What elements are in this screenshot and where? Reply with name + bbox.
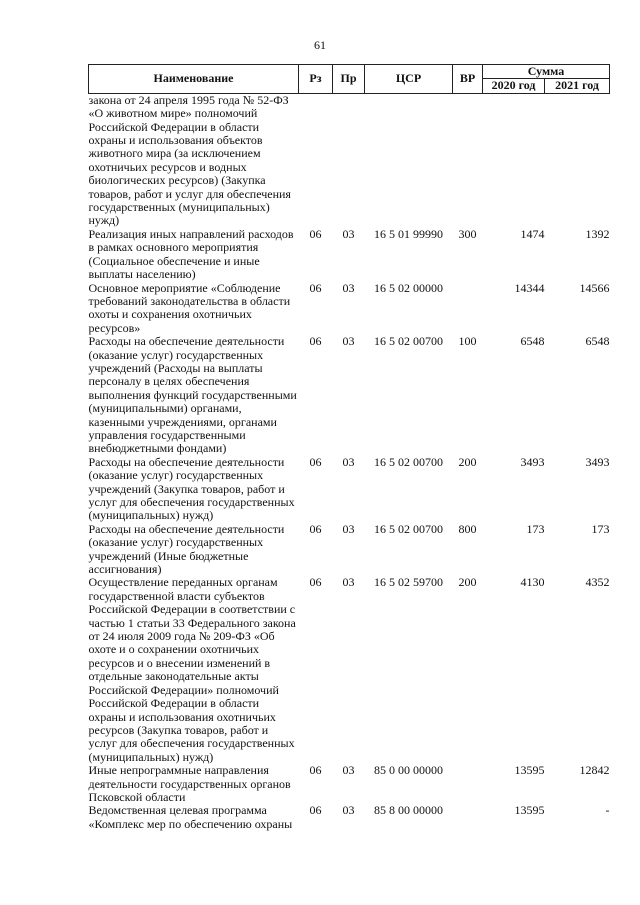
page-number: 61 bbox=[314, 38, 326, 52]
cell-sum-2020: 13595 bbox=[514, 803, 545, 818]
table-row bbox=[89, 456, 610, 523]
cell-name: Расходы на обеспечение деятельности (оказание услуг) государственных учреждений (Расходы на выплаты персоналу в целях обеспечения выполнения функций государственными (муниципальными) органами, казенными учреждениями, органами управления государственными внебюджетными фондами) bbox=[88, 334, 297, 456]
cell-pr: 03 bbox=[342, 334, 355, 349]
cell-rz: 06 bbox=[309, 803, 322, 818]
cell-csr: 16 5 02 00700 bbox=[374, 454, 443, 469]
cell-sum-2020: 13595 bbox=[514, 763, 545, 778]
cell-sum-2020: 4130 bbox=[520, 575, 545, 590]
cell-pr: 03 bbox=[342, 454, 355, 469]
table-row bbox=[89, 335, 610, 456]
header-year-2021: 2021 год bbox=[545, 79, 610, 93]
cell-rz: 06 bbox=[309, 763, 322, 778]
cell-vr: 100 bbox=[458, 334, 477, 349]
cell-name: Расходы на обеспечение деятельности (оказание услуг) государственных учреждений (Закупка товаров, работ и услуг для обеспечения государственных (муниципальных) нужд) bbox=[88, 454, 295, 523]
table-body bbox=[89, 93, 610, 831]
cell-vr bbox=[453, 282, 483, 336]
header-rz: Рз bbox=[299, 65, 333, 94]
cell-pr: 03 bbox=[342, 763, 355, 778]
cell-csr: 85 0 00 00000 bbox=[374, 763, 443, 778]
header-pr: Пр bbox=[333, 65, 365, 94]
cell-sum-2021: 14566 bbox=[579, 280, 610, 295]
cell-sum-2020: 6548 bbox=[520, 334, 545, 349]
cell-sum-2021: 4352 bbox=[585, 575, 610, 590]
cell-pr: 03 bbox=[342, 521, 355, 536]
table-header bbox=[89, 65, 610, 94]
cell-name: Ведомственная целевая программа «Комплекс мер по обеспечению охраны bbox=[88, 803, 293, 831]
cell-csr bbox=[365, 93, 453, 228]
table-row bbox=[89, 764, 610, 804]
cell-vr bbox=[453, 764, 483, 804]
cell-rz bbox=[299, 93, 333, 228]
table-row bbox=[89, 523, 610, 577]
cell-sum-2021 bbox=[545, 93, 610, 228]
table-row bbox=[89, 576, 610, 764]
cell-csr: 16 5 02 59700 bbox=[374, 575, 443, 590]
header-year-2020: 2020 год bbox=[483, 79, 545, 93]
cell-sum-2021: 1392 bbox=[585, 226, 610, 241]
cell-csr: 16 5 02 00700 bbox=[374, 521, 443, 536]
cell-vr: 800 bbox=[458, 521, 477, 536]
cell-rz: 06 bbox=[309, 334, 322, 349]
cell-sum-2020: 173 bbox=[526, 521, 545, 536]
table-row bbox=[89, 804, 610, 831]
cell-sum-2020: 3493 bbox=[520, 454, 545, 469]
cell-name: Реализация иных направлений расходов в рамках основного мероприятия (Социальное обеспечение и иные выплаты населению) bbox=[88, 226, 294, 282]
cell-pr bbox=[333, 93, 365, 228]
header-vr: ВР bbox=[453, 65, 483, 94]
cell-csr: 85 8 00 00000 bbox=[374, 803, 443, 818]
cell-sum-2020: 14344 bbox=[514, 280, 545, 295]
cell-sum-2021: 173 bbox=[591, 521, 610, 536]
table-row bbox=[89, 282, 610, 336]
cell-sum-2021: 12842 bbox=[579, 763, 610, 778]
cell-pr: 03 bbox=[342, 575, 355, 590]
cell-sum-2020 bbox=[483, 93, 545, 228]
header-name: Наименование bbox=[89, 65, 299, 94]
cell-pr: 03 bbox=[342, 226, 355, 241]
cell-vr: 200 bbox=[458, 575, 477, 590]
cell-name: Расходы на обеспечение деятельности (оказание услуг) государственных учреждений (Иные бюджетные ассигнования) bbox=[88, 521, 285, 577]
cell-rz: 06 bbox=[309, 521, 322, 536]
cell-vr: 200 bbox=[458, 454, 477, 469]
cell-name: закона от 24 апреля 1995 года № 52-ФЗ «О животном мире» полномочий Российской Федерации в области охраны и использования объектов животного мира (за исключением охотничьих ресурсов и водных биологических ресурсов) (Закупка товаров, работ и услуг для обеспечения государственных (муниципальных) нужд) bbox=[88, 92, 291, 228]
cell-name: Основное мероприятие «Соблюдение требований законодательства в области охоты и сохранения охотничьих ресурсов» bbox=[88, 280, 291, 335]
table-row bbox=[89, 228, 610, 282]
cell-sum-2021: - bbox=[605, 803, 610, 818]
budget-table bbox=[88, 64, 610, 831]
cell-pr: 03 bbox=[342, 803, 355, 818]
header-sum: Сумма bbox=[483, 65, 610, 79]
cell-sum-2020: 1474 bbox=[520, 226, 545, 241]
cell-name: Осуществление переданных органам государственной власти субъектов Российской Федерации в соответствии с частью 1 статьи 33 Федерального закона от 24 июля 2009 года № 209-ФЗ «Об охоте и о сохранении охотничьих ресурсов и о внесении изменений в отдельные законодательные акты Российской Федерации» полномочий Российской Федерации в области охраны и использования охотничьих ресурсов (Закупка товаров, работ и услуг для обеспечения государственных (муниципальных) нужд) bbox=[88, 575, 296, 764]
cell-vr bbox=[453, 804, 483, 831]
cell-rz: 06 bbox=[309, 226, 322, 241]
cell-rz: 06 bbox=[309, 575, 322, 590]
table-row bbox=[89, 93, 610, 228]
cell-vr: 300 bbox=[458, 226, 477, 241]
cell-csr: 16 5 02 00000 bbox=[374, 280, 443, 295]
cell-rz: 06 bbox=[309, 454, 322, 469]
cell-csr: 16 5 01 99990 bbox=[374, 226, 443, 241]
cell-sum-2021: 3493 bbox=[585, 454, 610, 469]
header-csr: ЦСР bbox=[365, 65, 453, 94]
cell-name: Иные непрограммные направления деятельности государственных органов Псковской области bbox=[88, 763, 291, 804]
cell-rz: 06 bbox=[309, 280, 322, 295]
cell-vr bbox=[453, 93, 483, 228]
cell-pr: 03 bbox=[342, 280, 355, 295]
cell-csr: 16 5 02 00700 bbox=[374, 334, 443, 349]
cell-sum-2021: 6548 bbox=[585, 334, 610, 349]
